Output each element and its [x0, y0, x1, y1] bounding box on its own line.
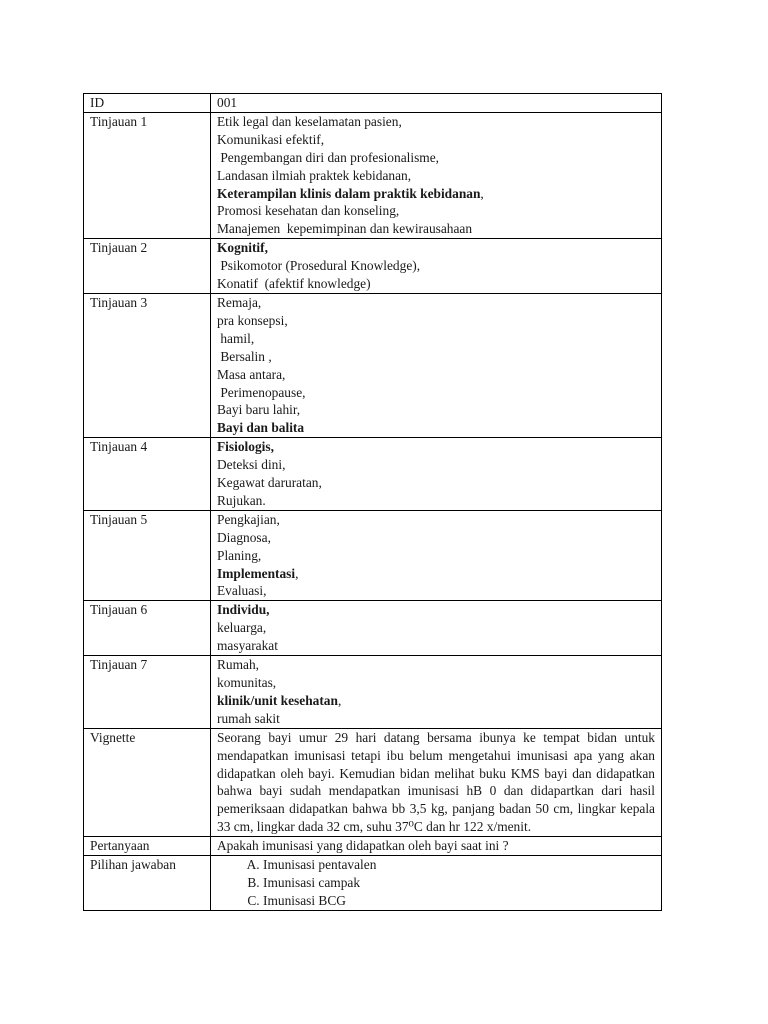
table-row [84, 510, 662, 601]
question-text: Apakah imunisasi yang didapatkan oleh bayi saat ini ? [211, 837, 662, 856]
list-item: Etik legal dan keselamatan pasien, [217, 113, 402, 129]
list-item: Remaja, [217, 294, 262, 310]
list-item: Psikomotor (Prosedural Knowledge), [217, 258, 421, 274]
tinjauan-5-content [211, 510, 662, 601]
punctuation: , [480, 185, 484, 201]
punctuation: , [337, 692, 342, 708]
selected-item: Fisiologis, [217, 439, 274, 455]
table-row [84, 438, 662, 511]
tinjauan-4-content [211, 438, 662, 511]
table-row [84, 856, 662, 911]
question-table [83, 93, 662, 911]
list-item [217, 565, 657, 583]
list-item: hamil, [217, 330, 255, 346]
list-item: Bayi baru lahir, [217, 402, 301, 418]
selected-item: Kognitif, [217, 240, 268, 256]
list-item: Promosi kesehatan dan konseling, [217, 203, 400, 219]
selected-item: Keterampilan klinis dalam praktik kebidanan [217, 185, 481, 201]
selected-item: Bayi dan balita [217, 420, 305, 436]
list-item: komunitas, [217, 675, 277, 690]
list-item: Konatif (afektif knowledge) [217, 276, 371, 292]
list-item: Manajemen kepemimpinan dan kewirausahaan [217, 221, 473, 237]
row-label: Tinjauan 6 [84, 601, 211, 656]
tinjauan-6-content [211, 601, 662, 656]
list-item: Deteksi dini, [217, 457, 286, 473]
row-label: Tinjauan 4 [84, 438, 211, 511]
tinjauan-1-content [211, 112, 662, 238]
answer-options [211, 856, 662, 911]
row-label: Tinjauan 2 [84, 239, 211, 294]
answer-option-c: C. Imunisasi BCG [263, 892, 657, 910]
selected-item: Individu, [217, 602, 270, 618]
row-label: Tinjauan 1 [84, 112, 211, 238]
list-item: Masa antara, [217, 366, 286, 382]
row-label: Tinjauan 7 [84, 656, 211, 729]
list-item [217, 185, 657, 203]
row-label: Tinjauan 5 [84, 510, 211, 601]
list-item: Diagnosa, [217, 529, 271, 545]
row-label: ID [84, 94, 211, 113]
list-item: pra konsepsi, [217, 312, 288, 328]
list-item: Landasan ilmiah praktek kebidanan, [217, 167, 412, 183]
list-item: Evaluasi, [217, 583, 267, 599]
answer-option-list [217, 856, 657, 910]
list-item: Komunikasi efektif, [217, 131, 325, 147]
tinjauan-2-content [211, 239, 662, 294]
list-item: Rujukan. [217, 492, 266, 508]
list-item: Planing, [217, 547, 262, 563]
row-label: Vignette [84, 728, 211, 836]
vignette-text: Seorang bayi umur 29 hari datang bersama ibunya ke tempat bidan untuk mendapatkan imunisasi tetapi ibu belum mengetahui imunisasi apa yang akan didapatkan oleh bayi. Kemudian bidan melihat buku KMS bayi dan didapatkan bahwa bayi sudah mendapatkan imunisasi hB 0 dan didapartkan dari hasil pemeriksaan didapatkan bahwa bb 3,5 kg, panjang badan 50 cm, lingkar kepala 33 cm, lingkar dada 32 cm, suhu 37⁰C dan hr 122 x/menit. [211, 728, 662, 836]
list-item: Perimenopause, [217, 384, 306, 400]
list-item: Pengkajian, [217, 511, 280, 527]
table-row [84, 837, 662, 856]
id-value: 001 [211, 94, 662, 113]
table-row [84, 94, 662, 113]
table-row [84, 112, 662, 238]
table-row [84, 239, 662, 294]
row-label: Tinjauan 3 [84, 293, 211, 437]
selected-item: Implementasi [217, 565, 296, 581]
list-item: masyarakat [217, 638, 278, 654]
list-item: rumah sakit [217, 710, 280, 726]
punctuation: , [295, 565, 299, 581]
list-item: Bersalin , [217, 348, 272, 364]
selected-item: klinik/unit kesehatan [217, 692, 338, 708]
table-row [84, 656, 662, 729]
table-row [84, 601, 662, 656]
tinjauan-7-content [211, 656, 662, 729]
tinjauan-3-content [211, 293, 662, 437]
table-row [84, 293, 662, 437]
row-label: Pertanyaan [84, 837, 211, 856]
list-item: Kegawat daruratan, [217, 475, 322, 491]
row-label: Pilihan jawaban [84, 856, 211, 911]
list-item: Pengembangan diri dan profesionalisme, [217, 149, 440, 165]
list-item: Rumah, [217, 657, 260, 673]
list-item [217, 692, 657, 710]
answer-option-b: B. Imunisasi campak [263, 874, 657, 892]
table-row [84, 728, 662, 836]
answer-option-a: A. Imunisasi pentavalen [263, 856, 657, 874]
list-item: keluarga, [217, 620, 267, 636]
